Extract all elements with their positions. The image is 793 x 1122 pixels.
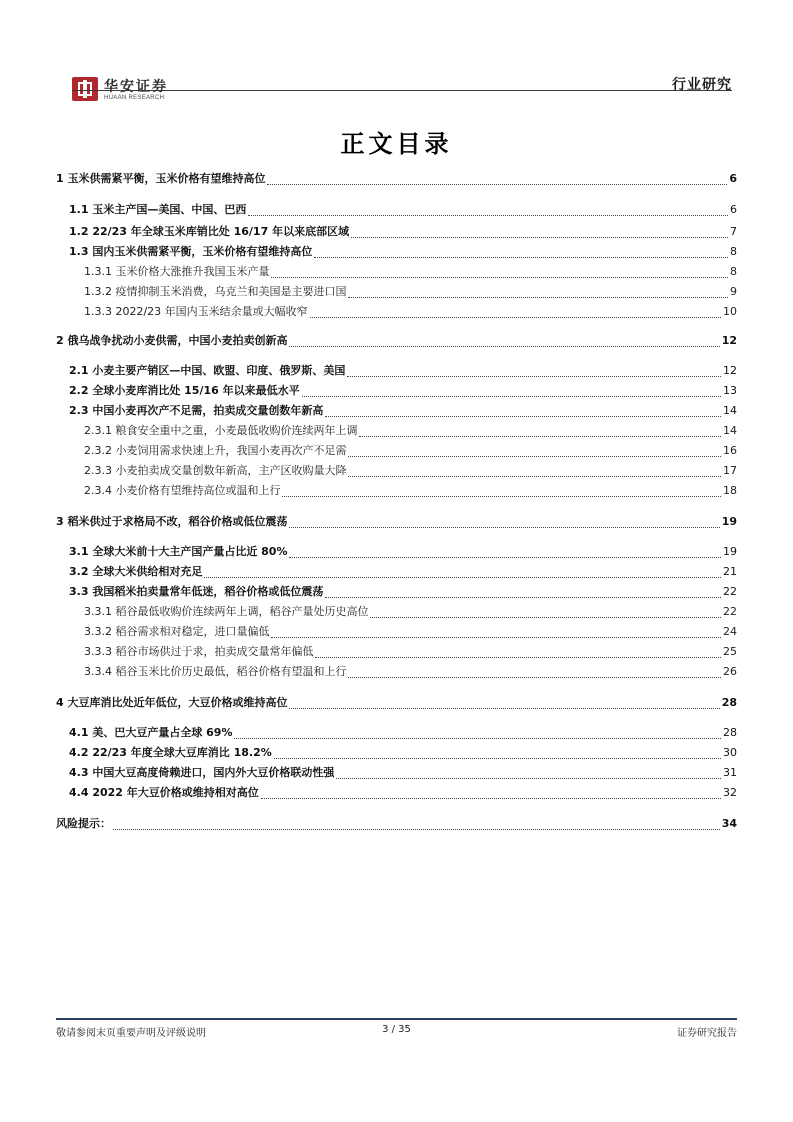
header-divider (72, 90, 732, 91)
toc-entry-page: 34 (721, 817, 737, 830)
toc-leader-dots (359, 426, 721, 437)
toc-leader-dots (289, 698, 719, 709)
toc-entry[interactable] (56, 332, 737, 350)
toc-entry[interactable] (56, 201, 737, 219)
toc-entry-page: 31 (723, 766, 737, 779)
toc-entry-title: 1.1 玉米主产国—美国、中国、巴西 (69, 203, 247, 216)
toc-entry-page: 32 (723, 786, 737, 799)
toc-leader-dots (348, 466, 721, 477)
toc-entry-title: 3.3.3 稻谷市场供过于求，拍卖成交量常年偏低 (84, 645, 314, 658)
toc-entry-page: 12 (721, 334, 737, 347)
toc-entry[interactable] (56, 362, 737, 380)
toc-entry[interactable] (56, 382, 737, 400)
toc-entry-page: 30 (723, 746, 737, 759)
toc-entry[interactable] (56, 442, 737, 460)
toc-leader-dots (347, 366, 721, 377)
toc-leader-dots (314, 247, 728, 258)
toc-entry-page: 13 (723, 384, 737, 397)
toc-leader-dots (267, 174, 727, 185)
toc-entry[interactable] (56, 543, 737, 561)
toc-leader-dots (271, 267, 728, 278)
toc-entry[interactable] (56, 170, 737, 188)
toc-entry-page: 28 (721, 696, 737, 709)
toc-entry[interactable] (56, 694, 737, 712)
toc-entry-page: 6 (729, 172, 737, 185)
toc-leader-dots (289, 517, 719, 528)
footer-divider (56, 1018, 737, 1020)
toc-entry-title: 3.3 我国稻米拍卖量常年低迷，稻谷价格或低位震荡 (69, 585, 324, 598)
toc-entry[interactable] (56, 563, 737, 581)
toc-leader-dots (289, 336, 719, 347)
toc-leader-dots (289, 547, 721, 558)
toc-entry[interactable] (56, 643, 737, 661)
toc-entry-page: 25 (723, 645, 737, 658)
toc-entry-title: 2.2 全球小麦库消比处 15/16 年以来最低水平 (69, 384, 300, 397)
toc-entry-title: 1.3.1 玉米价格大涨推升我国玉米产量 (84, 265, 270, 278)
toc-entry-title: 2.3.2 小麦饲用需求快速上升，我国小麦再次产不足需 (84, 444, 347, 457)
toc-leader-dots (261, 788, 721, 799)
toc-entry-title: 3.3.4 稻谷玉米比价历史最低，稻谷价格有望温和上行 (84, 665, 347, 678)
toc-entry[interactable] (56, 422, 737, 440)
toc-leader-dots (351, 227, 728, 238)
page-number: 3 / 35 (382, 1024, 411, 1035)
toc-leader-dots (271, 627, 721, 638)
toc-entry-title: 1.3.2 疫情抑制玉米消费，乌克兰和美国是主要进口国 (84, 285, 347, 298)
toc-entry-page: 16 (723, 444, 737, 457)
toc-leader-dots (248, 205, 728, 216)
toc-leader-dots (234, 728, 721, 739)
toc-entry-page: 22 (723, 605, 737, 618)
toc-leader-dots (113, 819, 720, 830)
toc-entry[interactable] (56, 243, 737, 261)
toc-leader-dots (348, 667, 721, 678)
toc-leader-dots (348, 287, 728, 298)
toc-entry[interactable] (56, 663, 737, 681)
toc-entry[interactable] (56, 462, 737, 480)
toc-entry-page: 26 (723, 665, 737, 678)
toc-entry-title: 1.3.3 2022/23 年国内玉米结余量或大幅收窄 (84, 305, 308, 318)
toc-entry-title: 2.3.4 小麦价格有望维持高位或温和上行 (84, 484, 281, 497)
toc-entry-title: 1.2 22/23 年全球玉米库销比处 16/17 年以来底部区域 (69, 225, 350, 238)
toc-entry-page: 12 (723, 364, 737, 377)
toc-entry-page: 21 (723, 565, 737, 578)
toc-entry-title: 4 大豆库消比处近年低位，大豆价格或维持高位 (56, 696, 288, 709)
toc-entry-title: 风险提示： (56, 817, 111, 830)
toc-entry-title: 3.1 全球大米前十大主产国产量占比近 80% (69, 545, 288, 558)
logo-english-name: HUAAN RESEARCH (104, 95, 165, 101)
toc-entry-title: 4.4 2022 年大豆价格或维持相对高位 (69, 786, 259, 799)
toc-leader-dots (348, 446, 721, 457)
toc-entry-page: 19 (721, 515, 737, 528)
toc-leader-dots (204, 567, 721, 578)
toc-entry[interactable] (56, 283, 737, 301)
toc-leader-dots (282, 486, 721, 497)
toc-entry-title: 4.2 22/23 年度全球大豆库消比 18.2% (69, 746, 272, 759)
toc-leader-dots (302, 386, 721, 397)
toc-entry-title: 2.3.1 粮食安全重中之重，小麦最低收购价连续两年上调 (84, 424, 358, 437)
toc-entry[interactable] (56, 303, 737, 321)
toc-entry[interactable] (56, 513, 737, 531)
report-type: 证券研究报告 (677, 1028, 737, 1039)
toc-entry-page: 28 (723, 726, 737, 739)
toc-entry[interactable] (56, 744, 737, 762)
toc-entry-page: 9 (730, 285, 737, 298)
toc-entry-title: 3.3.2 稻谷需求相对稳定，进口量偏低 (84, 625, 270, 638)
toc-entry-page: 8 (730, 245, 737, 258)
toc-entry-page: 19 (723, 545, 737, 558)
toc-entry-page: 10 (723, 305, 737, 318)
toc-entry[interactable] (56, 815, 737, 833)
toc-entry-page: 24 (723, 625, 737, 638)
toc-leader-dots (315, 647, 721, 658)
toc-entry[interactable] (56, 724, 737, 742)
toc-entry-page: 14 (723, 424, 737, 437)
toc-entry-page: 8 (730, 265, 737, 278)
toc-entry-page: 7 (730, 225, 737, 238)
toc-leader-dots (274, 748, 721, 759)
toc-entry-title: 2.1 小麦主要产销区—中国、欧盟、印度、俄罗斯、美国 (69, 364, 346, 377)
toc-entry[interactable] (56, 764, 737, 782)
toc-entry-title: 3.2 全球大米供给相对充足 (69, 565, 203, 578)
toc-entry[interactable] (56, 263, 737, 281)
toc-entry-title: 1 玉米供需紧平衡，玉米价格有望维持高位 (56, 172, 266, 185)
logo-chinese-name: 华安证券 (104, 79, 168, 95)
toc-entry-page: 14 (723, 404, 737, 417)
toc-entry[interactable] (56, 223, 737, 241)
toc-leader-dots (370, 607, 721, 618)
toc-entry[interactable] (56, 603, 737, 621)
toc-entry-title: 2.3 中国小麦再次产不足需，拍卖成交量创数年新高 (69, 404, 324, 417)
page-title: 正文目录 (340, 129, 453, 158)
toc-entry-title: 2.3.3 小麦拍卖成交量创数年新高，主产区收购量大降 (84, 464, 347, 477)
toc-leader-dots (325, 406, 721, 417)
toc-entry-title: 4.1 美、巴大豆产量占全球 69% (69, 726, 233, 739)
toc-entry-page: 18 (723, 484, 737, 497)
toc-entry[interactable] (56, 402, 737, 420)
toc-entry-title: 2 俄乌战争扰动小麦供需，中国小麦拍卖创新高 (56, 334, 288, 347)
toc-leader-dots (310, 307, 721, 318)
toc-entry-title: 3.3.1 稻谷最低收购价连续两年上调，稻谷产量处历史高位 (84, 605, 369, 618)
toc-entry-page: 17 (723, 464, 737, 477)
disclaimer-note: 敬请参阅末页重要声明及评级说明 (56, 1028, 206, 1039)
toc-entry-page: 22 (723, 585, 737, 598)
report-category: 行业研究 (672, 77, 732, 93)
toc-entry[interactable] (56, 583, 737, 601)
toc-entry[interactable] (56, 623, 737, 641)
toc-leader-dots (336, 768, 721, 779)
toc-entry[interactable] (56, 482, 737, 500)
toc-entry-title: 1.3 国内玉米供需紧平衡，玉米价格有望维持高位 (69, 245, 313, 258)
toc-entry-page: 6 (730, 203, 737, 216)
toc-entry[interactable] (56, 784, 737, 802)
toc-leader-dots (325, 587, 721, 598)
page-header (72, 70, 732, 106)
toc-entry-title: 4.3 中国大豆高度倚赖进口，国内外大豆价格联动性强 (69, 766, 335, 779)
toc-entry-title: 3 稻米供过于求格局不改，稻谷价格或低位震荡 (56, 515, 288, 528)
huaan-logo-icon (72, 77, 98, 101)
